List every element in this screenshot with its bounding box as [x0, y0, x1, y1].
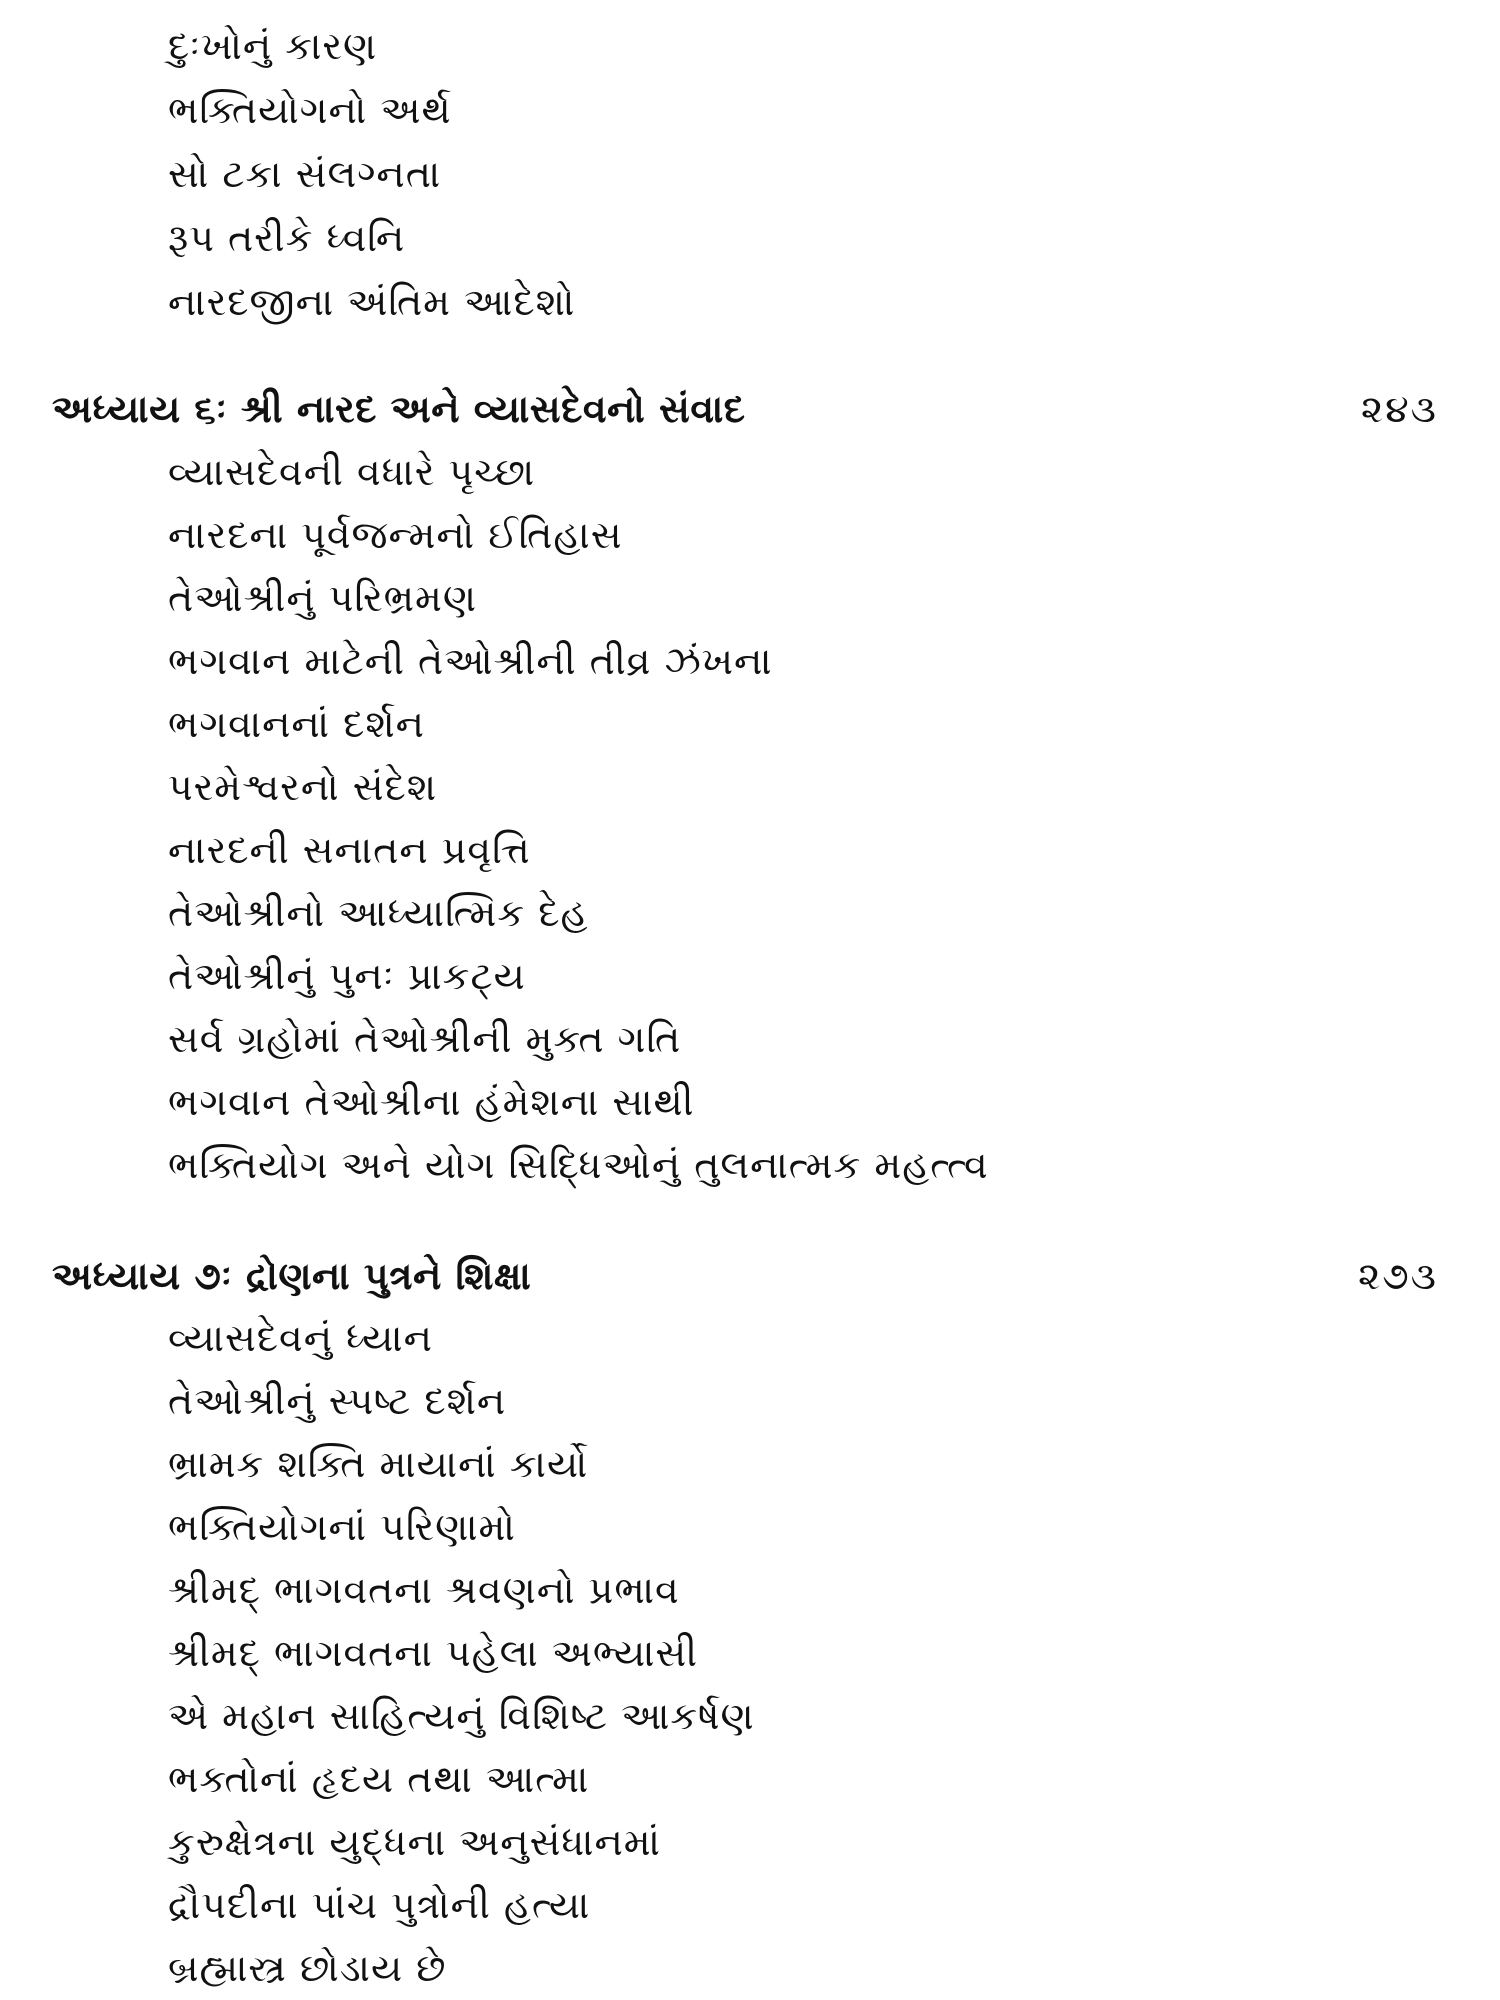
list-item: રૂપ તરીકે ધ્વનિ — [168, 216, 406, 260]
list-item: તેઓશ્રીનું પુનઃ પ્રાકટ્ય — [168, 954, 526, 998]
list-item: એ મહાન સાહિત્યનું વિશિષ્ટ આકર્ષણ — [168, 1694, 755, 1738]
chapter-6-title: અધ્યાય ૬ઃ શ્રી નારદ અને વ્યાસદેવનો સંવાદ — [52, 387, 746, 431]
list-item: ભક્તિયોગ અને યોગ સિદ્ધિઓનું તુલનાત્મક મહત્ત્વ — [168, 1143, 989, 1187]
list-item: ભક્તોનાં હૃદય તથા આત્મા — [168, 1757, 590, 1801]
list-item: બ્રહ્માસ્ત્ર છોડાય છે — [168, 1946, 447, 1990]
chapter-6-page-number: ૨૪૩ — [1360, 387, 1438, 431]
chapter-7-page-number: ૨૭૩ — [1357, 1254, 1438, 1298]
list-item: નારદજીના અંતિમ આદેશો — [168, 280, 576, 324]
list-item: શ્રીમદ્ ભાગવતના શ્રવણનો પ્રભાવ — [168, 1568, 680, 1612]
list-item: તેઓશ્રીનું સ્પષ્ટ દર્શન — [168, 1379, 507, 1423]
list-item: શ્રીમદ્ ભાગવતના પહેલા અભ્યાસી — [168, 1631, 699, 1675]
list-item: પરમેશ્વરનો સંદેશ — [168, 765, 438, 809]
list-item: વ્યાસદેવની વધારે પૃચ્છા — [168, 450, 536, 494]
list-item: ભક્તિયોગનો અર્થ — [168, 88, 452, 132]
list-item: ભગવાનનાં દર્શન — [168, 702, 425, 746]
list-item: દ્રૌપદીના પાંચ પુત્રોની હત્યા — [168, 1883, 591, 1927]
list-item: ભગવાન તેઓશ્રીના હંમેશના સાથી — [168, 1080, 695, 1124]
list-item: ભ્રામક શક્તિ માયાનાં કાર્યો — [168, 1442, 589, 1486]
list-item: ભક્તિયોગનાં પરિણામો — [168, 1505, 516, 1549]
list-item: તેઓશ્રીનું પરિભ્રમણ — [168, 576, 478, 620]
list-item: સર્વ ગ્રહોમાં તેઓશ્રીની મુક્ત ગતિ — [168, 1017, 682, 1061]
list-item: વ્યાસદેવનું ધ્યાન — [168, 1316, 433, 1360]
list-item: નારદની સનાતન પ્રવૃત્તિ — [168, 828, 531, 872]
list-item: નારદના પૂર્વજન્મનો ઈતિહાસ — [168, 513, 623, 557]
chapter-7-title: અધ્યાય ૭ઃ દ્રોણના પુત્રને શિક્ષા — [52, 1254, 532, 1298]
list-item: દુઃખોનું કારણ — [168, 24, 378, 68]
list-item: ભગવાન માટેની તેઓશ્રીની તીવ્ર ઝંખના — [168, 639, 773, 683]
list-item: કુરુક્ષેત્રના યુદ્ધના અનુસંધાનમાં — [168, 1820, 661, 1864]
list-item: સો ટકા સંલગ્નતા — [168, 152, 442, 196]
list-item: તેઓશ્રીનો આધ્યાત્મિક દેહ — [168, 891, 589, 935]
